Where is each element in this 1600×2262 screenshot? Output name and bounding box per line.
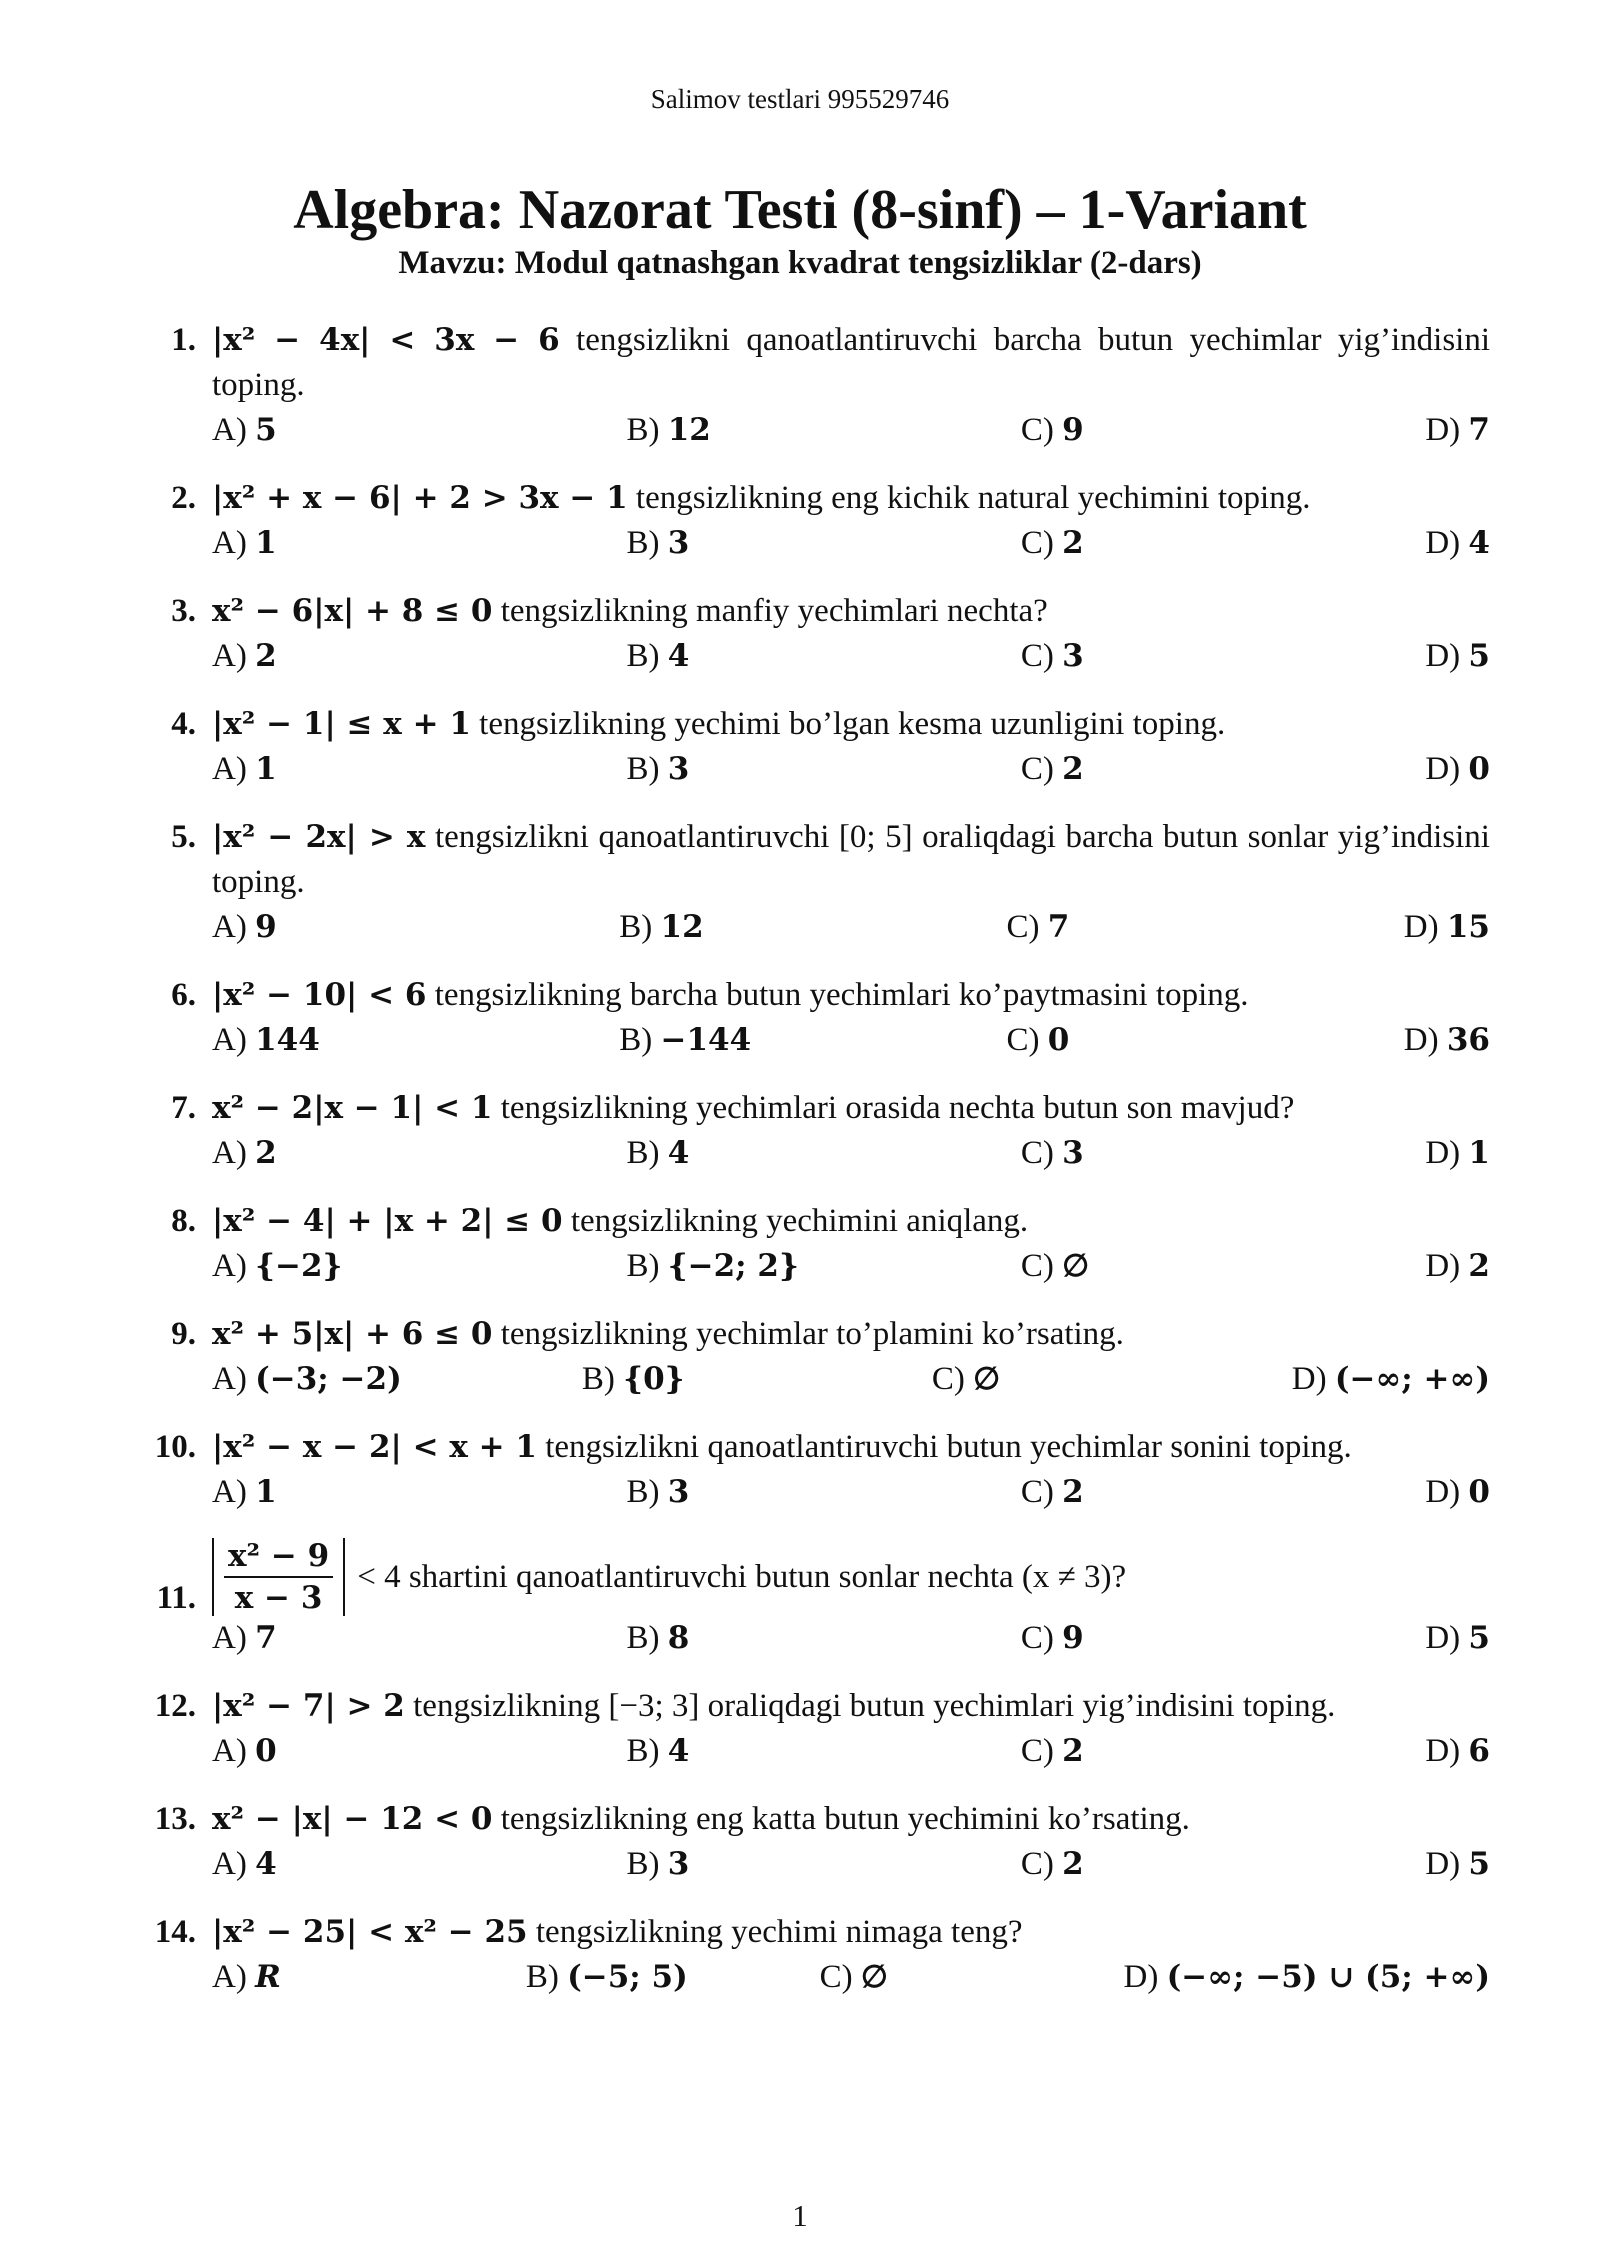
option-letter: C) xyxy=(1020,1474,1063,1510)
option-c xyxy=(1021,408,1425,453)
option-value: 2 xyxy=(255,1135,277,1171)
option-value: (−∞; −5) ∪ (5; +∞) xyxy=(1166,1959,1490,1995)
problem-formula: |x² − 4| + |x + 2| ≤ 0 xyxy=(212,1203,563,1239)
problem-number: 14. xyxy=(154,1914,196,1950)
option-value: {−2} xyxy=(255,1248,343,1284)
problem-question xyxy=(212,1425,1490,1470)
page-number: 1 xyxy=(792,2198,808,2233)
option-b xyxy=(609,1018,1006,1063)
problem-number: 9. xyxy=(171,1316,196,1352)
option-letter: B) xyxy=(619,909,661,945)
option-letter: A) xyxy=(212,1361,256,1397)
problem-7 xyxy=(140,1086,1490,1176)
header-note: Salimov testlari 995529746 xyxy=(650,84,950,114)
problem-question xyxy=(212,318,1490,408)
option-a xyxy=(212,408,616,453)
option-d xyxy=(1425,1729,1490,1774)
option-value: 0 xyxy=(1047,1022,1070,1058)
option-c xyxy=(1021,1131,1425,1176)
option-value: 4 xyxy=(667,1135,690,1171)
problem-text: tengsizlikning manfiy yechimlari nechta? xyxy=(492,593,1048,629)
option-c xyxy=(1021,747,1425,792)
option-value: 9 xyxy=(1062,412,1084,448)
option-a xyxy=(212,747,616,792)
absolute-value-fraction xyxy=(212,1538,345,1616)
option-letter: A) xyxy=(212,1474,256,1510)
problem-number: 3. xyxy=(171,593,196,629)
problem-number: 10. xyxy=(154,1429,196,1465)
option-letter: D) xyxy=(1123,1959,1167,1995)
problem-number: 5. xyxy=(171,819,196,855)
problem-number: 8. xyxy=(171,1203,196,1239)
problem-text: tengsizlikning yechimi nimaga teng? xyxy=(527,1914,1023,1950)
option-value: 4 xyxy=(255,1846,277,1882)
option-letter: C) xyxy=(1006,909,1048,945)
problem-number: 7. xyxy=(171,1090,196,1126)
answer-options xyxy=(212,1729,1490,1774)
option-value: 5 xyxy=(1468,1846,1490,1882)
option-letter: A) xyxy=(212,1135,256,1171)
answer-options xyxy=(212,905,1490,950)
problem-text: tengsizlikning yechimini aniqlang. xyxy=(562,1203,1029,1239)
option-letter: C) xyxy=(1020,1248,1063,1284)
option-b xyxy=(616,1729,1020,1774)
problem-text: tengsizlikning yechimlari orasida nechta butun son mavjud? xyxy=(492,1090,1295,1126)
problem-question xyxy=(212,973,1490,1018)
option-letter: A) xyxy=(212,525,256,561)
answer-options xyxy=(212,1470,1490,1515)
problem-3 xyxy=(140,589,1490,679)
option-letter: C) xyxy=(1020,1733,1063,1769)
problem-question xyxy=(212,1312,1490,1357)
problem-number: 2. xyxy=(171,480,196,516)
option-value: 3 xyxy=(1062,1135,1084,1171)
option-letter: B) xyxy=(626,751,668,787)
option-a xyxy=(212,1470,616,1515)
option-value: 6 xyxy=(1468,1733,1490,1769)
option-letter: D) xyxy=(1291,1361,1335,1397)
option-value: 2 xyxy=(1468,1248,1490,1284)
option-letter: C) xyxy=(1006,1022,1048,1058)
option-letter: D) xyxy=(1403,1022,1447,1058)
option-c xyxy=(1021,521,1425,566)
option-letter: C) xyxy=(1020,525,1063,561)
option-letter: B) xyxy=(626,1846,668,1882)
option-a xyxy=(212,1018,609,1063)
fraction-numerator: x² − 9 xyxy=(224,1538,333,1578)
option-c xyxy=(1021,634,1425,679)
option-letter: B) xyxy=(581,1361,624,1397)
option-letter: B) xyxy=(626,1733,668,1769)
problem-formula: x² − 6|x| + 8 ≤ 0 xyxy=(212,593,493,629)
option-c xyxy=(1021,1842,1425,1887)
option-d xyxy=(1425,521,1490,566)
problem-question xyxy=(212,1797,1490,1842)
option-d xyxy=(1404,905,1490,950)
option-value: ∅ xyxy=(860,1959,888,1995)
option-value: 0 xyxy=(255,1733,277,1769)
problem-question xyxy=(212,1910,1490,1955)
option-a xyxy=(212,1955,516,2000)
option-value: 7 xyxy=(1468,412,1490,448)
option-value: (−∞; +∞) xyxy=(1334,1361,1490,1397)
option-letter: A) xyxy=(212,638,256,674)
option-letter: D) xyxy=(1403,909,1447,945)
option-a xyxy=(212,1842,616,1887)
option-letter: B) xyxy=(626,1620,668,1656)
problem-list xyxy=(140,318,1490,2023)
problem-formula: |x² − 2x| > x xyxy=(212,819,426,855)
option-letter: B) xyxy=(626,1135,668,1171)
option-value: (−3; −2) xyxy=(255,1361,402,1397)
problem-10 xyxy=(140,1425,1490,1515)
problem-12 xyxy=(140,1684,1490,1774)
option-d xyxy=(1425,1244,1490,1289)
option-letter: B) xyxy=(626,1248,668,1284)
option-letter: A) xyxy=(212,412,256,448)
option-c xyxy=(1021,1470,1425,1515)
option-value: 3 xyxy=(1062,638,1084,674)
option-b xyxy=(616,634,1020,679)
option-value: 2 xyxy=(255,638,277,674)
option-value: 15 xyxy=(1446,909,1490,945)
option-value: 36 xyxy=(1446,1022,1490,1058)
option-d xyxy=(1124,1955,1491,2000)
option-d xyxy=(1404,1018,1490,1063)
option-letter: A) xyxy=(212,1022,256,1058)
problem-formula: x² + 5|x| + 6 ≤ 0 xyxy=(212,1316,493,1352)
option-b xyxy=(616,747,1020,792)
option-b xyxy=(616,1842,1020,1887)
problem-9 xyxy=(140,1312,1490,1402)
option-letter: A) xyxy=(212,1620,256,1656)
problem-text: tengsizlikni qanoatlantiruvchi barcha butun yechimlar yig’indisini toping. xyxy=(212,322,1491,403)
option-letter: D) xyxy=(1425,1733,1469,1769)
option-letter: C) xyxy=(1020,638,1063,674)
option-value: −144 xyxy=(660,1022,752,1058)
option-letter: B) xyxy=(626,525,668,561)
option-c xyxy=(1007,1018,1404,1063)
problem-formula: |x² + x − 6| + 2 > 3x − 1 xyxy=(212,480,628,516)
option-value: 1 xyxy=(255,525,277,561)
option-letter: B) xyxy=(525,1959,568,1995)
answer-options xyxy=(212,1842,1490,1887)
fraction xyxy=(224,1538,333,1616)
problem-formula: x² − 2|x − 1| < 1 xyxy=(212,1090,493,1126)
option-d xyxy=(1425,634,1490,679)
option-b xyxy=(616,1616,1020,1661)
option-value: 2 xyxy=(1062,1474,1084,1510)
problem-number: 6. xyxy=(171,977,196,1013)
option-letter: B) xyxy=(619,1022,661,1058)
option-value: ∅ xyxy=(973,1361,1001,1397)
problem-text: tengsizlikning yechimlar to’plamini ko’rsating. xyxy=(492,1316,1124,1352)
option-letter: C) xyxy=(1020,1135,1063,1171)
option-value: R xyxy=(255,1959,281,1995)
option-value: {−2; 2} xyxy=(667,1248,799,1284)
option-value: 2 xyxy=(1062,751,1084,787)
option-b xyxy=(616,1470,1020,1515)
option-value: 12 xyxy=(667,412,711,448)
option-letter: D) xyxy=(1425,1620,1469,1656)
option-value: 12 xyxy=(660,909,704,945)
answer-options xyxy=(212,1955,1490,2000)
problem-6 xyxy=(140,973,1490,1063)
option-value: 1 xyxy=(1468,1135,1490,1171)
option-letter: D) xyxy=(1425,1248,1469,1284)
option-letter: D) xyxy=(1425,751,1469,787)
problem-formula: x² − |x| − 12 < 0 xyxy=(212,1801,493,1837)
option-b xyxy=(616,408,1020,453)
problem-question xyxy=(212,815,1490,905)
option-value: {0} xyxy=(623,1361,685,1397)
problem-8 xyxy=(140,1199,1490,1289)
problem-number: 11. xyxy=(156,1580,196,1616)
option-letter: B) xyxy=(626,638,668,674)
problem-4 xyxy=(140,702,1490,792)
problem-formula: |x² − 1| ≤ x + 1 xyxy=(212,706,471,742)
page-subtitle: Mavzu: Modul qatnashgan kvadrat tengsizliklar (2-dars) xyxy=(398,245,1202,281)
problem-text: tengsizlikni qanoatlantiruvchi butun yechimlar sonini toping. xyxy=(536,1429,1352,1465)
option-letter: A) xyxy=(212,1959,256,1995)
option-a xyxy=(212,1357,572,1402)
option-value: 4 xyxy=(667,638,690,674)
answer-options xyxy=(212,1244,1490,1289)
option-letter: C) xyxy=(931,1361,974,1397)
option-b xyxy=(609,905,1006,950)
option-b xyxy=(616,1244,1020,1289)
problem-13 xyxy=(140,1797,1490,1887)
option-b xyxy=(616,521,1020,566)
problem-1 xyxy=(140,318,1490,453)
answer-options xyxy=(212,1131,1490,1176)
option-value: 3 xyxy=(667,751,690,787)
problem-number: 12. xyxy=(154,1688,196,1724)
problem-question xyxy=(212,1684,1490,1729)
option-value: 3 xyxy=(667,1846,690,1882)
option-a xyxy=(212,1131,616,1176)
option-value: 4 xyxy=(667,1733,690,1769)
option-d xyxy=(1425,1470,1490,1515)
option-letter: A) xyxy=(212,1733,256,1769)
answer-options xyxy=(212,521,1490,566)
option-letter: C) xyxy=(1020,412,1063,448)
option-value: 2 xyxy=(1062,525,1084,561)
option-value: 7 xyxy=(255,1620,277,1656)
problem-text: tengsizlikning eng kichik natural yechimini toping. xyxy=(627,480,1311,516)
option-letter: A) xyxy=(212,1846,256,1882)
problem-number: 1. xyxy=(171,322,196,358)
page-title: Algebra: Nazorat Testi (8-sinf) – 1-Variant xyxy=(293,179,1307,241)
answer-options xyxy=(212,1357,1490,1402)
option-letter: D) xyxy=(1425,525,1469,561)
option-value: 3 xyxy=(667,1474,690,1510)
option-letter: D) xyxy=(1425,1135,1469,1171)
option-letter: C) xyxy=(1020,751,1063,787)
option-value: 9 xyxy=(255,909,277,945)
option-value: 5 xyxy=(1468,638,1490,674)
problem-text: tengsizlikning [−3; 3] oraliqdagi butun yechimlari yig’indisini toping. xyxy=(404,1688,1336,1724)
option-c xyxy=(932,1357,1292,1402)
fraction-denominator: x − 3 xyxy=(234,1580,323,1616)
option-value: 2 xyxy=(1062,1846,1084,1882)
answer-options xyxy=(212,408,1490,453)
problem-question xyxy=(212,702,1490,747)
problem-11 xyxy=(140,1538,1490,1661)
problem-number: 4. xyxy=(171,706,196,742)
option-value: 1 xyxy=(255,1474,277,1510)
option-a xyxy=(212,521,616,566)
option-value: ∅ xyxy=(1062,1248,1090,1284)
answer-options xyxy=(212,1616,1490,1661)
option-d xyxy=(1425,408,1490,453)
option-letter: B) xyxy=(626,412,668,448)
problem-text: tengsizlikning barcha butun yechimlari ko’paytmasini toping. xyxy=(426,977,1249,1013)
option-a xyxy=(212,1244,616,1289)
problem-5 xyxy=(140,815,1490,950)
problem-text: tengsizlikni qanoatlantiruvchi [0; 5] oraliqdagi barcha butun sonlar yig’indisini toping. xyxy=(212,819,1490,900)
problem-formula: |x² − 4x| < 3x − 6 xyxy=(212,322,560,358)
option-c xyxy=(1021,1729,1425,1774)
option-value: (−5; 5) xyxy=(567,1959,688,1995)
option-d xyxy=(1425,747,1490,792)
answer-options xyxy=(212,747,1490,792)
problem-number: 13. xyxy=(154,1801,196,1837)
option-value: 1 xyxy=(255,751,277,787)
option-b xyxy=(616,1131,1020,1176)
option-value: 9 xyxy=(1062,1620,1084,1656)
option-value: 4 xyxy=(1468,525,1490,561)
option-letter: C) xyxy=(1020,1620,1063,1656)
option-c xyxy=(820,1955,1124,2000)
answer-options xyxy=(212,634,1490,679)
option-c xyxy=(1007,905,1404,950)
option-letter: B) xyxy=(626,1474,668,1510)
option-d xyxy=(1425,1616,1490,1661)
problem-question xyxy=(212,1538,1490,1616)
option-value: 8 xyxy=(667,1620,690,1656)
problem-formula: |x² − 25| < x² − 25 xyxy=(212,1914,528,1950)
problem-question xyxy=(212,1199,1490,1244)
problem-14 xyxy=(140,1910,1490,2000)
option-value: 3 xyxy=(667,525,690,561)
option-value: 7 xyxy=(1047,909,1070,945)
option-a xyxy=(212,1729,616,1774)
option-b xyxy=(572,1357,932,1402)
option-value: 144 xyxy=(255,1022,320,1058)
problem-question xyxy=(212,589,1490,634)
answer-options xyxy=(212,1018,1490,1063)
option-letter: A) xyxy=(212,1248,256,1284)
option-d xyxy=(1292,1357,1490,1402)
option-value: 2 xyxy=(1062,1733,1084,1769)
option-letter: D) xyxy=(1425,1846,1469,1882)
option-letter: D) xyxy=(1425,638,1469,674)
option-letter: C) xyxy=(819,1959,861,1995)
option-d xyxy=(1425,1842,1490,1887)
option-letter: D) xyxy=(1425,1474,1469,1510)
problem-formula: |x² − 7| > 2 xyxy=(212,1688,405,1724)
option-d xyxy=(1425,1131,1490,1176)
problem-question xyxy=(212,1086,1490,1131)
option-value: 0 xyxy=(1468,751,1490,787)
problem-text: tengsizlikning yechimi bo’lgan kesma uzunligini toping. xyxy=(470,706,1226,742)
problem-formula: |x² − x − 2| < x + 1 xyxy=(212,1429,537,1465)
problem-text: < 4 shartini qanoatlantiruvchi butun sonlar nechta (x ≠ 3)? xyxy=(357,1558,1127,1595)
problem-text: tengsizlikning eng katta butun yechimini ko’rsating. xyxy=(492,1801,1190,1837)
option-value: 0 xyxy=(1468,1474,1490,1510)
option-a xyxy=(212,1616,616,1661)
option-value: 5 xyxy=(1468,1620,1490,1656)
option-c xyxy=(1021,1616,1425,1661)
option-c xyxy=(1021,1244,1425,1289)
problem-2 xyxy=(140,476,1490,566)
problem-question xyxy=(212,476,1490,521)
problem-formula: |x² − 10| < 6 xyxy=(212,977,427,1013)
option-letter: A) xyxy=(212,751,256,787)
option-letter: A) xyxy=(212,909,256,945)
option-letter: C) xyxy=(1020,1846,1063,1882)
option-letter: D) xyxy=(1425,412,1469,448)
option-a xyxy=(212,905,609,950)
option-b xyxy=(516,1955,820,2000)
option-a xyxy=(212,634,616,679)
option-value: 5 xyxy=(255,412,277,448)
